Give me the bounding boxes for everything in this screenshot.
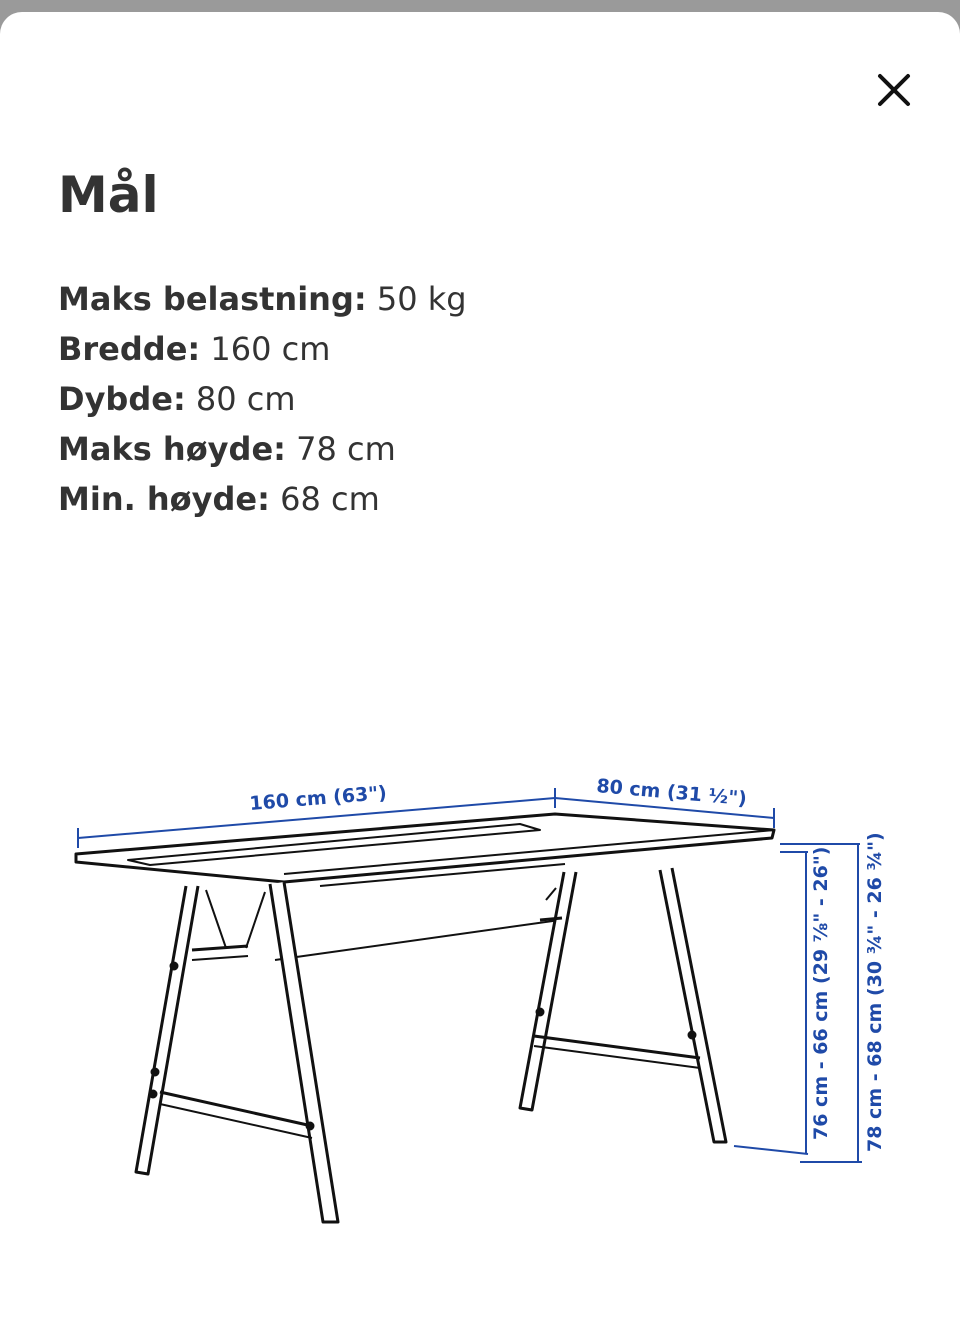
spec-value: 50 kg — [376, 280, 467, 318]
spec-depth — [58, 374, 467, 424]
width-dimension-label: 160 cm (63") — [248, 782, 388, 815]
spec-value: 160 cm — [210, 330, 331, 368]
spec-label: Maks høyde: — [58, 430, 286, 468]
page-title: Mål — [58, 166, 159, 224]
outer-height-dimension-label: 78 cm - 68 cm (30 ¾" - 26 ¾") — [864, 832, 886, 1152]
spec-value: 78 cm — [296, 430, 396, 468]
desk-dimension-diagram — [0, 752, 960, 1272]
spec-width — [58, 324, 467, 374]
inner-height-dimension-label: 76 cm - 66 cm (29 ⅞" - 26") — [810, 846, 832, 1140]
depth-dimension-label: 80 cm (31 ½") — [595, 775, 748, 811]
spec-max-load — [58, 274, 467, 324]
desk-illustration — [76, 814, 774, 1222]
dimensions-sheet — [0, 12, 960, 1335]
close-button[interactable] — [868, 64, 920, 116]
spec-label: Maks belastning: — [58, 280, 367, 318]
spec-max-height — [58, 424, 467, 474]
spec-label: Min. høyde: — [58, 480, 270, 518]
close-icon — [876, 72, 912, 108]
spec-label: Bredde: — [58, 330, 201, 368]
spec-value: 68 cm — [280, 480, 380, 518]
spec-value: 80 cm — [195, 380, 296, 418]
spec-label: Dybde: — [58, 380, 186, 418]
spec-list — [58, 274, 467, 524]
spec-min-height — [58, 474, 467, 524]
